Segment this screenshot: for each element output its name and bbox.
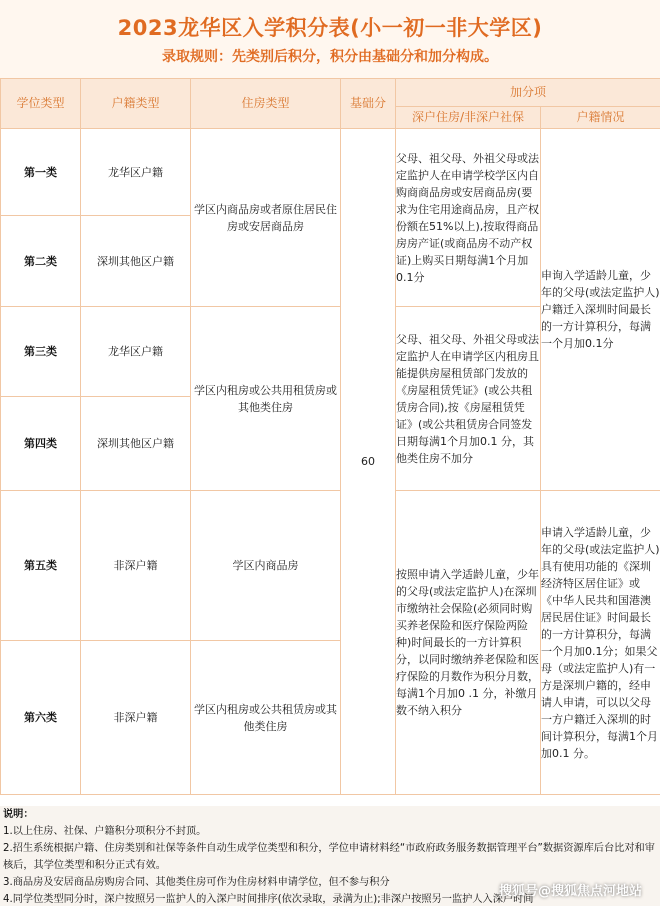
housing-cell: 学区内商品房或者原住居民住房或安居商品房: [191, 129, 341, 307]
housing-cell: 学区内租房或公共租赁房或其他类住房: [191, 641, 341, 795]
header-bonus: 加分项: [396, 79, 660, 107]
note-item: 1.以上住房、社保、户籍积分项积分不封顶。: [0, 823, 660, 840]
watermark: 搜狐号@搜狐焦点河地站: [499, 880, 642, 899]
row-hukou: 龙华区户籍: [81, 307, 191, 397]
bonus-hukou-cell: 申询入学适龄儿童，少年的父母(或法定监护人)户籍迁入深圳时间最长的一方计算积分，每满一个月加0.1分: [541, 129, 660, 491]
row-category: 第六类: [1, 641, 81, 795]
header-bonus-housing: 深户住房/非深户社保: [396, 107, 541, 129]
page-title: 2023龙华区入学积分表(小一初一非大学区): [0, 12, 660, 42]
row-hukou: 非深户籍: [81, 491, 191, 641]
row-category: 第一类: [1, 129, 81, 216]
housing-cell: 学区内租房或公共用租赁房或其他类住房: [191, 307, 341, 491]
row-category: 第二类: [1, 216, 81, 307]
row-category: 第三类: [1, 307, 81, 397]
row-category: 第四类: [1, 397, 81, 491]
housing-cell: 学区内商品房: [191, 491, 341, 641]
bonus-housing-cell: 父母、祖父母、外祖父母或法定监护人在申请学校学区内自购商商品房或安居商品房(要求为住宅用途商品房，且产权份额在51%以上),按取得商品房房产证(或商品房不动产权证)上购买日期每满1个月加0.1分: [396, 129, 541, 307]
header-housing-type: 住房类型: [191, 79, 341, 129]
row-category: 第五类: [1, 491, 81, 641]
row-hukou: 深圳其他区户籍: [81, 397, 191, 491]
notes-heading: 说明：: [0, 806, 660, 823]
note-item: 2.招生系统根据户籍、住房类别和社保等条件自动生成学位类型和积分，学位申请材料经“市政府政务服务数据管理平台”数据资源库后台比对和审核后，其学位类型和积分正式有效。: [0, 840, 660, 874]
row-hukou: 非深户籍: [81, 641, 191, 795]
bonus-housing-cell: 按照申请入学适龄儿童，少年的父母(或法定监护人)在深圳市缴纳社会保险(必须同时购买养老保险和医疗保险两险种)时间最长的一方计算积分，以同时缴纳养老保险和医疗保险的月数作为积分月数，每满1个月加0 .1 分，补缴月数不纳入积分: [396, 491, 541, 795]
bonus-housing-cell: 父母、祖父母、外祖父母或法定监护人在申请学区内租房且能提供房屋租赁部门发放的《房屋租赁凭证》(或公共租赁房合同),按《房屋租赁凭证》(或公共租赁房合同签发日期每满1个月加0.1 分，其他类住房不加分: [396, 307, 541, 491]
score-table: [0, 78, 660, 795]
header-hukou-type: 户籍类型: [81, 79, 191, 129]
note-item: 3.商品房及安居商品房购房合同、其他类住房可作为住房材料申请学位，但不参与积分: [0, 874, 660, 891]
row-hukou: 龙华区户籍: [81, 129, 191, 216]
page-subtitle: 录取规则：先类别后积分，积分由基础分和加分构成。: [0, 46, 660, 66]
header: [0, 0, 660, 78]
bonus-hukou-cell: 申请入学适龄儿童，少年的父母(或法定监护人)具有使用功能的《深圳经济特区居住证》或《中华人民共和国港澳居民居住证》时间最长的一方计算积分，每满一个月加0.1分；如果父母（或法定监护人)有一方是深圳户籍的，经申请人申请，可以以父母一方户籍迁入深圳的时间计算积分，每满1个月加0.1 分。: [541, 491, 660, 795]
header-bonus-hukou: 户籍情况: [541, 107, 660, 129]
row-hukou: 深圳其他区户籍: [81, 216, 191, 307]
note-item: 4.同学位类型同分时，深户按照另一监护人的入深户时间排序(依次录取，录满为止);非深户按照另一监护人入深户时间: [0, 891, 660, 908]
header-base-score: 基础分: [341, 79, 396, 129]
base-score-cell: 60: [341, 129, 396, 795]
header-school-type: 学位类型: [1, 79, 81, 129]
